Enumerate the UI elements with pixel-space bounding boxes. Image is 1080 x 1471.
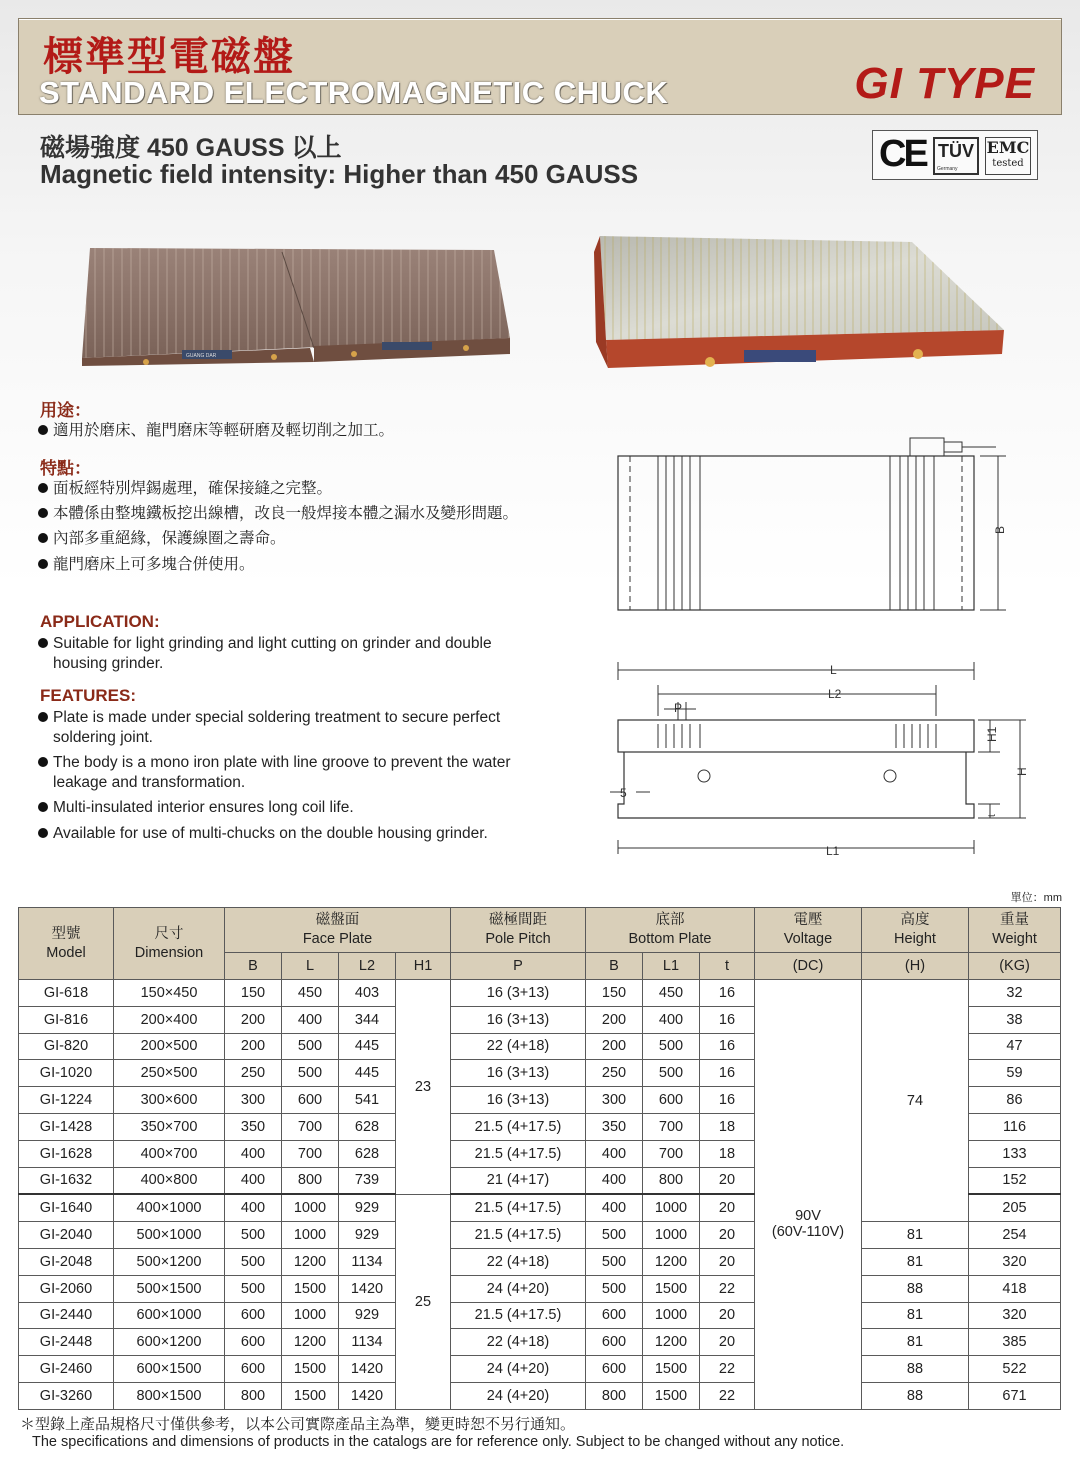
cell-face-B: 800 bbox=[225, 1382, 282, 1409]
sub-h: (H) bbox=[862, 953, 969, 980]
table-row bbox=[19, 1248, 1061, 1275]
cell-bottom-B: 400 bbox=[586, 1140, 643, 1167]
bullet-icon bbox=[38, 802, 48, 812]
top-view bbox=[618, 438, 1006, 610]
col-model bbox=[19, 908, 114, 980]
cell-height: 81 bbox=[862, 1302, 969, 1329]
cell-face-B: 400 bbox=[225, 1140, 282, 1167]
cell-dimension: 250×500 bbox=[114, 1060, 225, 1087]
cell-weight: 86 bbox=[969, 1087, 1061, 1114]
cell-face-L2: 929 bbox=[339, 1222, 396, 1249]
spec-table bbox=[18, 907, 1061, 1410]
cell-bottom-L1: 450 bbox=[643, 980, 700, 1007]
dim-label-B: B bbox=[993, 525, 1007, 534]
sub-bottom-B: B bbox=[586, 953, 643, 980]
cell-face-B: 300 bbox=[225, 1087, 282, 1114]
cell-bottom-B: 600 bbox=[586, 1302, 643, 1329]
cell-dimension: 200×400 bbox=[114, 1006, 225, 1033]
col-voltage bbox=[755, 908, 862, 953]
cell-h1: 23 bbox=[396, 980, 451, 1195]
cell-face-B: 400 bbox=[225, 1194, 282, 1221]
cell-model: GI-2060 bbox=[19, 1275, 114, 1302]
cell-weight: 59 bbox=[969, 1060, 1061, 1087]
cell-dimension: 500×1500 bbox=[114, 1275, 225, 1302]
col-height bbox=[862, 908, 969, 953]
bullet-icon bbox=[38, 483, 48, 493]
features-en-heading: FEATURES: bbox=[40, 686, 137, 705]
cell-dimension: 600×1000 bbox=[114, 1302, 225, 1329]
cell-dimension: 600×1200 bbox=[114, 1329, 225, 1356]
cell-height: 81 bbox=[862, 1248, 969, 1275]
cell-bottom-L1: 1500 bbox=[643, 1356, 700, 1383]
cell-bottom-B: 400 bbox=[586, 1194, 643, 1221]
cell-face-L2: 541 bbox=[339, 1087, 396, 1114]
cell-weight: 254 bbox=[969, 1222, 1061, 1249]
cell-model: GI-820 bbox=[19, 1033, 114, 1060]
cell-pole-pitch: 24 (4+20) bbox=[451, 1356, 586, 1383]
usage-item-text: 適用於磨床、龍門磨床等輕研磨及輕切削之加工。 bbox=[53, 422, 395, 439]
cell-model: GI-2048 bbox=[19, 1248, 114, 1275]
col-pole-en: Pole Pitch bbox=[485, 931, 551, 947]
cell-weight: 418 bbox=[969, 1275, 1061, 1302]
application-text-line2: housing grinder. bbox=[53, 655, 164, 672]
cell-face-L2: 344 bbox=[339, 1006, 396, 1033]
cell-face-L2: 929 bbox=[339, 1302, 396, 1329]
cell-weight: 205 bbox=[969, 1194, 1061, 1221]
cell-height: 88 bbox=[862, 1275, 969, 1302]
cell-face-L: 500 bbox=[282, 1033, 339, 1060]
bullet-icon bbox=[38, 638, 48, 648]
cell-bottom-t: 16 bbox=[700, 1060, 755, 1087]
cell-bottom-L1: 500 bbox=[643, 1033, 700, 1060]
cell-bottom-L1: 1500 bbox=[643, 1382, 700, 1409]
cell-dimension: 350×700 bbox=[114, 1113, 225, 1140]
cell-bottom-B: 800 bbox=[586, 1382, 643, 1409]
connector-box-icon bbox=[910, 438, 944, 456]
unit-label: 單位：mm bbox=[1010, 892, 1062, 904]
usage-item bbox=[38, 421, 394, 441]
cell-face-L2: 1134 bbox=[339, 1248, 396, 1275]
cell-weight: 133 bbox=[969, 1140, 1061, 1167]
cell-bottom-t: 20 bbox=[700, 1167, 755, 1194]
cell-face-L: 800 bbox=[282, 1167, 339, 1194]
cell-face-L2: 628 bbox=[339, 1113, 396, 1140]
col-bottom-en: Bottom Plate bbox=[628, 931, 712, 947]
application-heading: APPLICATION: bbox=[40, 612, 160, 631]
sub-H1: H1 bbox=[396, 953, 451, 980]
feature-en-text-line1: Plate is made under special soldering treatment to secure perfect bbox=[53, 709, 501, 726]
cell-bottom-t: 20 bbox=[700, 1302, 755, 1329]
dim-label-H1: H1 bbox=[985, 726, 999, 742]
cell-face-L: 1000 bbox=[282, 1302, 339, 1329]
brand-plate bbox=[744, 350, 816, 362]
feature-en-item bbox=[38, 824, 488, 844]
cell-bottom-B: 200 bbox=[586, 1006, 643, 1033]
table-row bbox=[19, 1329, 1061, 1356]
cell-dimension: 400×800 bbox=[114, 1167, 225, 1194]
usage-heading: 用途： bbox=[40, 401, 91, 420]
cell-face-L: 450 bbox=[282, 980, 339, 1007]
cell-pole-pitch: 22 (4+18) bbox=[451, 1033, 586, 1060]
cell-pole-pitch: 21.5 (4+17.5) bbox=[451, 1140, 586, 1167]
feature-zh-text: 內部多重絕緣，保護線圈之壽命。 bbox=[53, 530, 286, 547]
cell-dimension: 600×1500 bbox=[114, 1356, 225, 1383]
tuv-sub-label: Germany bbox=[937, 166, 958, 172]
cell-bottom-B: 300 bbox=[586, 1087, 643, 1114]
cell-bottom-t: 20 bbox=[700, 1248, 755, 1275]
cell-pole-pitch: 21 (4+17) bbox=[451, 1167, 586, 1194]
cell-weight: 320 bbox=[969, 1302, 1061, 1329]
sub-L2: L2 bbox=[339, 953, 396, 980]
table-row bbox=[19, 1275, 1061, 1302]
cell-face-L2: 929 bbox=[339, 1194, 396, 1221]
cell-pole-pitch: 21.5 (4+17.5) bbox=[451, 1302, 586, 1329]
sub-kg: (KG) bbox=[969, 953, 1061, 980]
application-text-line1: Suitable for light grinding and light cutting on grinder and double bbox=[53, 635, 492, 652]
col-face-plate bbox=[225, 908, 451, 953]
table-row bbox=[19, 1382, 1061, 1409]
col-face-en: Face Plate bbox=[302, 931, 373, 947]
cell-face-B: 500 bbox=[225, 1222, 282, 1249]
col-model-en: Model bbox=[46, 944, 86, 961]
cell-model: GI-816 bbox=[19, 1006, 114, 1033]
title-chinese: 標準型電磁盤 bbox=[43, 33, 295, 80]
emc-mark-icon bbox=[985, 137, 1031, 175]
cell-dimension: 400×700 bbox=[114, 1140, 225, 1167]
cell-face-L2: 445 bbox=[339, 1033, 396, 1060]
col-model-zh: 型號 bbox=[51, 925, 81, 942]
feature-en-text: Available for use of multi-chucks on the double housing grinder. bbox=[53, 825, 488, 842]
table-row bbox=[19, 1302, 1061, 1329]
cell-bottom-L1: 1200 bbox=[643, 1248, 700, 1275]
cell-bottom-B: 500 bbox=[586, 1222, 643, 1249]
cell-pole-pitch: 21.5 (4+17.5) bbox=[451, 1222, 586, 1249]
feature-en-text-line2: soldering joint. bbox=[53, 729, 153, 746]
col-dimension-zh: 尺寸 bbox=[154, 925, 184, 942]
dim-label-L2: L2 bbox=[828, 687, 842, 701]
cell-model: GI-3260 bbox=[19, 1382, 114, 1409]
feature-zh-text: 龍門磨床上可多塊合併使用。 bbox=[53, 556, 255, 573]
cell-face-L: 1000 bbox=[282, 1222, 339, 1249]
feature-en-item bbox=[38, 798, 354, 818]
product-photo-single-chuck bbox=[594, 232, 1008, 374]
feature-zh-item bbox=[38, 555, 255, 575]
cell-model: GI-1632 bbox=[19, 1167, 114, 1194]
bullet-icon bbox=[38, 828, 48, 838]
feature-zh-item bbox=[38, 479, 332, 499]
cell-bottom-L1: 1200 bbox=[643, 1329, 700, 1356]
sub-P: P bbox=[451, 953, 586, 980]
cell-face-L2: 1420 bbox=[339, 1275, 396, 1302]
cell-dimension: 150×450 bbox=[114, 980, 225, 1007]
cell-model: GI-2440 bbox=[19, 1302, 114, 1329]
cell-height: 74 bbox=[862, 980, 969, 1222]
dim-label-t: t bbox=[987, 814, 998, 817]
sub-L1: L1 bbox=[643, 953, 700, 980]
cell-bottom-t: 22 bbox=[700, 1356, 755, 1383]
cell-model: GI-618 bbox=[19, 980, 114, 1007]
cell-bottom-t: 16 bbox=[700, 980, 755, 1007]
cell-face-L2: 403 bbox=[339, 980, 396, 1007]
cell-face-B: 350 bbox=[225, 1113, 282, 1140]
title-english: STANDARD ELECTROMAGNETIC CHUCK bbox=[39, 75, 669, 110]
cell-bottom-B: 350 bbox=[586, 1113, 643, 1140]
cell-dimension: 300×600 bbox=[114, 1087, 225, 1114]
cell-bottom-B: 400 bbox=[586, 1167, 643, 1194]
col-weight-en: Weight bbox=[992, 931, 1037, 947]
cell-dimension: 800×1500 bbox=[114, 1382, 225, 1409]
cell-bottom-t: 18 bbox=[700, 1113, 755, 1140]
sub-t: t bbox=[700, 953, 755, 980]
cell-pole-pitch: 21.5 (4+17.5) bbox=[451, 1194, 586, 1221]
cell-pole-pitch: 16 (3+13) bbox=[451, 980, 586, 1007]
col-voltage-en: Voltage bbox=[783, 931, 833, 947]
cell-pole-pitch: 16 (3+13) bbox=[451, 1087, 586, 1114]
col-height-en: Height bbox=[894, 931, 936, 947]
cell-h1: 25 bbox=[396, 1194, 451, 1409]
col-height-zh: 高度 bbox=[900, 912, 930, 928]
cell-weight: 32 bbox=[969, 980, 1061, 1007]
sub-L: L bbox=[282, 953, 339, 980]
cell-face-B: 600 bbox=[225, 1356, 282, 1383]
cell-bottom-B: 500 bbox=[586, 1248, 643, 1275]
brand-plate-right bbox=[382, 342, 432, 350]
cell-bottom-B: 500 bbox=[586, 1275, 643, 1302]
cell-face-L: 600 bbox=[282, 1087, 339, 1114]
cell-model: GI-1628 bbox=[19, 1140, 114, 1167]
tuv-mark-icon: TÜV bbox=[933, 137, 979, 175]
side-view bbox=[610, 662, 1026, 854]
dim-label-5: 5 bbox=[620, 786, 627, 800]
table-row bbox=[19, 980, 1061, 1007]
product-photo-double-chuck bbox=[82, 238, 518, 368]
col-weight-zh: 重量 bbox=[1000, 912, 1029, 928]
cell-pole-pitch: 16 (3+13) bbox=[451, 1006, 586, 1033]
cell-bottom-t: 20 bbox=[700, 1194, 755, 1221]
cell-weight: 671 bbox=[969, 1382, 1061, 1409]
table-row bbox=[19, 1356, 1061, 1383]
cell-bottom-B: 150 bbox=[586, 980, 643, 1007]
cell-bottom-t: 16 bbox=[700, 1006, 755, 1033]
cell-face-B: 200 bbox=[225, 1006, 282, 1033]
cell-bottom-t: 20 bbox=[700, 1222, 755, 1249]
cell-model: GI-1020 bbox=[19, 1060, 114, 1087]
feature-en-item bbox=[38, 708, 500, 748]
cell-bottom-L1: 1000 bbox=[643, 1194, 700, 1221]
col-bottom-plate bbox=[586, 908, 755, 953]
subtitle-chinese: 磁場強度 450 GAUSS 以上 bbox=[40, 134, 342, 162]
cell-bottom-L1: 700 bbox=[643, 1140, 700, 1167]
cell-bottom-t: 20 bbox=[700, 1329, 755, 1356]
cell-bottom-t: 16 bbox=[700, 1087, 755, 1114]
cell-face-B: 500 bbox=[225, 1275, 282, 1302]
cell-bottom-L1: 800 bbox=[643, 1167, 700, 1194]
cell-bottom-L1: 1500 bbox=[643, 1275, 700, 1302]
cell-bottom-L1: 400 bbox=[643, 1006, 700, 1033]
ce-mark-icon: CE bbox=[879, 133, 926, 175]
cell-model: GI-2040 bbox=[19, 1222, 114, 1249]
footnote-english: The specifications and dimensions of products in the catalogs are for reference only. Subject to be changed without any notice. bbox=[32, 1434, 845, 1450]
feature-zh-text: 面板經特別焊錫處理，確保接縫之完整。 bbox=[53, 480, 333, 497]
cell-face-L: 400 bbox=[282, 1006, 339, 1033]
col-pole-pitch bbox=[451, 908, 586, 953]
dim-label-L: L bbox=[830, 663, 837, 677]
subtitle-english: Magnetic field intensity: Higher than 450 GAUSS bbox=[40, 159, 639, 189]
cell-face-L2: 445 bbox=[339, 1060, 396, 1087]
cell-pole-pitch: 22 (4+18) bbox=[451, 1329, 586, 1356]
cell-bottom-L1: 1000 bbox=[643, 1222, 700, 1249]
spec-table-body bbox=[19, 980, 1061, 1410]
cell-face-B: 200 bbox=[225, 1033, 282, 1060]
cell-face-L2: 628 bbox=[339, 1140, 396, 1167]
cell-pole-pitch: 22 (4+18) bbox=[451, 1248, 586, 1275]
cell-bottom-L1: 1000 bbox=[643, 1302, 700, 1329]
cell-face-L: 1200 bbox=[282, 1329, 339, 1356]
cell-bottom-L1: 700 bbox=[643, 1113, 700, 1140]
cell-model: GI-1428 bbox=[19, 1113, 114, 1140]
voltage-range: (60V-110V) bbox=[771, 1224, 845, 1241]
cell-face-L: 1500 bbox=[282, 1356, 339, 1383]
cell-weight: 47 bbox=[969, 1033, 1061, 1060]
cell-face-L2: 1420 bbox=[339, 1382, 396, 1409]
cell-face-B: 500 bbox=[225, 1248, 282, 1275]
cell-weight: 38 bbox=[969, 1006, 1061, 1033]
cell-height: 88 bbox=[862, 1356, 969, 1383]
features-zh-heading: 特點： bbox=[40, 459, 91, 478]
cell-dimension: 400×1000 bbox=[114, 1194, 225, 1221]
cell-bottom-t: 18 bbox=[700, 1140, 755, 1167]
emc-label: EMC bbox=[986, 138, 1030, 157]
bullet-icon bbox=[38, 559, 48, 569]
bullet-icon bbox=[38, 533, 48, 543]
sub-B: B bbox=[225, 953, 282, 980]
cell-face-L: 1200 bbox=[282, 1248, 339, 1275]
col-bottom-zh: 底部 bbox=[655, 912, 685, 928]
cell-pole-pitch: 21.5 (4+17.5) bbox=[451, 1113, 586, 1140]
cell-face-L2: 1420 bbox=[339, 1356, 396, 1383]
cell-face-L: 500 bbox=[282, 1060, 339, 1087]
cell-face-L: 700 bbox=[282, 1113, 339, 1140]
dim-label-H: H bbox=[1015, 767, 1029, 776]
cell-weight: 116 bbox=[969, 1113, 1061, 1140]
cell-bottom-B: 600 bbox=[586, 1356, 643, 1383]
cell-weight: 320 bbox=[969, 1248, 1061, 1275]
spec-table-header bbox=[19, 908, 1061, 980]
feature-zh-item bbox=[38, 504, 518, 524]
cell-bottom-t: 22 bbox=[700, 1382, 755, 1409]
cell-face-L2: 739 bbox=[339, 1167, 396, 1194]
col-dimension bbox=[114, 908, 225, 980]
col-weight bbox=[969, 908, 1061, 953]
cell-weight: 522 bbox=[969, 1356, 1061, 1383]
col-face-zh: 磁盤面 bbox=[315, 912, 360, 928]
technical-drawing bbox=[600, 430, 1040, 860]
cell-bottom-t: 22 bbox=[700, 1275, 755, 1302]
footnote-chinese: ＊型錄上產品規格尺寸僅供參考，以本公司實際產品主為準，變更時恕不另行通知。 bbox=[20, 1416, 576, 1433]
feature-en-text-line2: leakage and transformation. bbox=[53, 774, 246, 791]
cell-face-B: 250 bbox=[225, 1060, 282, 1087]
cell-height: 81 bbox=[862, 1222, 969, 1249]
col-dimension-en: Dimension bbox=[134, 944, 204, 961]
voltage-main: 90V bbox=[795, 1208, 821, 1225]
cell-bottom-L1: 500 bbox=[643, 1060, 700, 1087]
cell-face-B: 400 bbox=[225, 1167, 282, 1194]
bullet-icon bbox=[38, 757, 48, 767]
cell-bottom-B: 250 bbox=[586, 1060, 643, 1087]
cell-face-L: 1500 bbox=[282, 1382, 339, 1409]
dim-label-P: P bbox=[674, 701, 683, 715]
col-pole-zh: 磁極間距 bbox=[489, 912, 547, 928]
cell-face-B: 600 bbox=[225, 1302, 282, 1329]
application-item bbox=[38, 634, 492, 674]
cell-pole-pitch: 16 (3+13) bbox=[451, 1060, 586, 1087]
cell-face-L: 700 bbox=[282, 1140, 339, 1167]
cell-weight: 385 bbox=[969, 1329, 1061, 1356]
cell-face-L2: 1134 bbox=[339, 1329, 396, 1356]
cell-face-B: 600 bbox=[225, 1329, 282, 1356]
certification-badges bbox=[872, 130, 1038, 180]
cell-dimension: 200×500 bbox=[114, 1033, 225, 1060]
table-row bbox=[19, 1222, 1061, 1249]
emc-sub-label: tested bbox=[992, 158, 1024, 169]
cell-weight: 152 bbox=[969, 1167, 1061, 1194]
feature-en-text: Multi-insulated interior ensures long coil life. bbox=[53, 799, 354, 816]
cell-face-L: 1000 bbox=[282, 1194, 339, 1221]
cell-height: 88 bbox=[862, 1382, 969, 1409]
feature-en-text-line1: The body is a mono iron plate with line groove to prevent the water bbox=[53, 754, 511, 771]
cell-height: 81 bbox=[862, 1329, 969, 1356]
feature-zh-text: 本體係由整塊鐵板挖出線槽，改良一般焊接本體之漏水及變形問題。 bbox=[53, 505, 519, 522]
cell-model: GI-1224 bbox=[19, 1087, 114, 1114]
cell-dimension: 500×1200 bbox=[114, 1248, 225, 1275]
col-voltage-zh: 電壓 bbox=[793, 912, 823, 928]
cell-dimension: 500×1000 bbox=[114, 1222, 225, 1249]
cell-model: GI-2448 bbox=[19, 1329, 114, 1356]
cell-pole-pitch: 24 (4+20) bbox=[451, 1382, 586, 1409]
cell-bottom-B: 600 bbox=[586, 1329, 643, 1356]
cell-bottom-t: 16 bbox=[700, 1033, 755, 1060]
dim-label-L1: L1 bbox=[826, 844, 840, 858]
cell-face-B: 150 bbox=[225, 980, 282, 1007]
cell-bottom-B: 200 bbox=[586, 1033, 643, 1060]
cell-bottom-L1: 600 bbox=[643, 1087, 700, 1114]
cell-voltage bbox=[755, 980, 862, 1410]
feature-en-item bbox=[38, 753, 511, 793]
bullet-icon bbox=[38, 425, 48, 435]
brand-plate-text: GUANG DAR bbox=[186, 353, 217, 359]
cell-model: GI-1640 bbox=[19, 1194, 114, 1221]
header-banner bbox=[18, 18, 1062, 115]
type-label: GI TYPE bbox=[854, 59, 1035, 108]
cell-model: GI-2460 bbox=[19, 1356, 114, 1383]
bullet-icon bbox=[38, 508, 48, 518]
sub-dc: (DC) bbox=[755, 953, 862, 980]
cell-pole-pitch: 24 (4+20) bbox=[451, 1275, 586, 1302]
feature-zh-item bbox=[38, 529, 286, 549]
bullet-icon bbox=[38, 712, 48, 722]
cell-face-L: 1500 bbox=[282, 1275, 339, 1302]
